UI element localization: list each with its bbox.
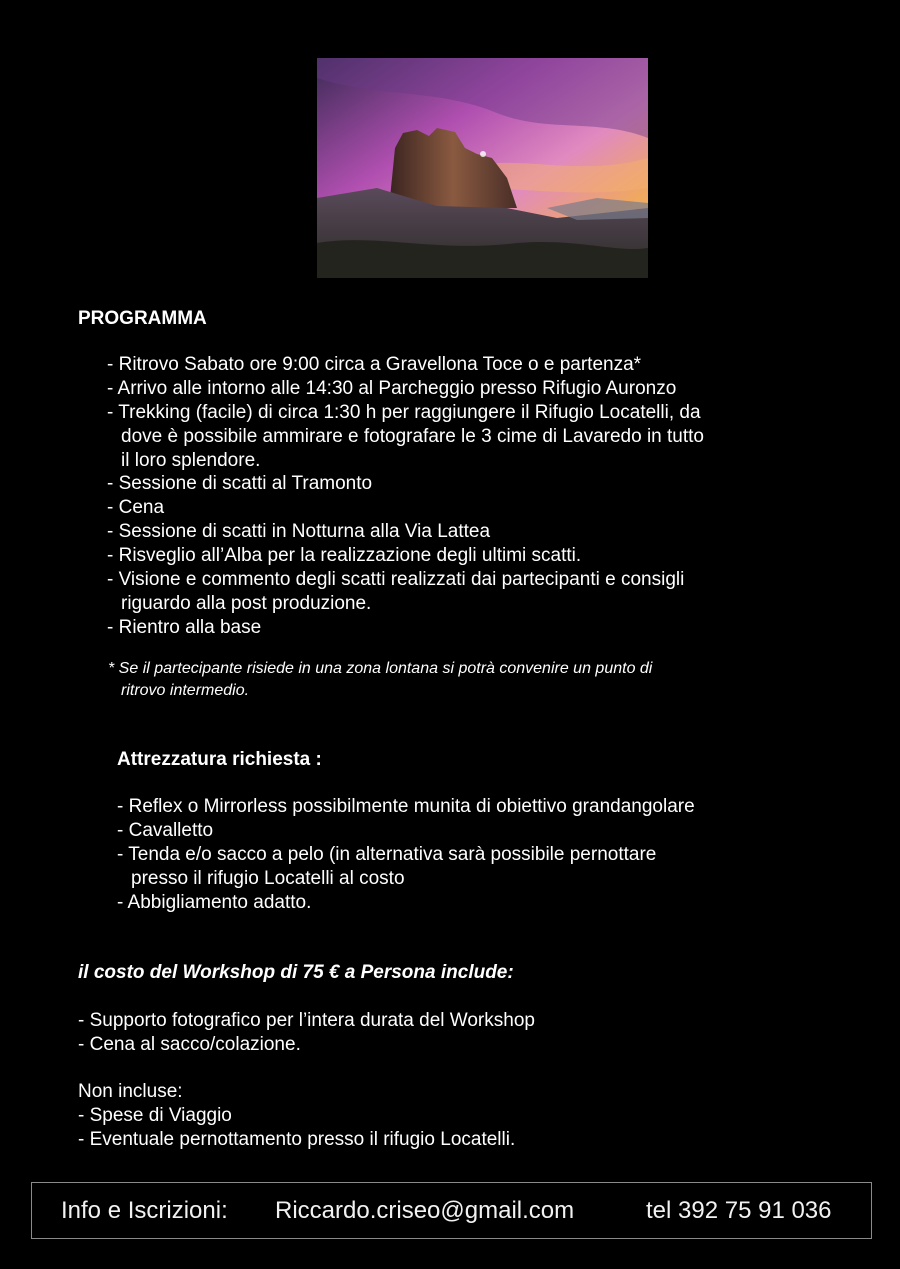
programma-heading: PROGRAMMA <box>78 308 207 329</box>
contact-footer <box>31 1182 872 1239</box>
costo-heading: il costo del Workshop di 75 € a Persona include: <box>78 962 514 983</box>
programma-line: riguardo alla post produzione. <box>121 593 372 614</box>
tre-cime-photo <box>317 58 648 278</box>
programma-line: il loro splendore. <box>121 450 261 471</box>
attrezzatura-heading: Attrezzatura richiesta : <box>117 749 322 770</box>
info-label: Info e Iscrizioni: <box>61 1197 228 1224</box>
attrezzatura-line: presso il rifugio Locatelli al costo <box>131 868 405 889</box>
costo-include-line: - Cena al sacco/colazione. <box>78 1034 301 1055</box>
costo-include-line: - Supporto fotografico per l’intera durata del Workshop <box>78 1010 535 1031</box>
programma-line: - Visione e commento degli scatti realizzati dai partecipanti e consigli <box>107 569 685 590</box>
programma-line: dove è possibile ammirare e fotografare le 3 cime di Lavaredo in tutto <box>121 426 704 447</box>
programma-line: - Cena <box>107 497 165 518</box>
non-incluse-line: - Spese di Viaggio <box>78 1105 232 1126</box>
programma-note: * Se il partecipante risiede in una zona lontana si potrà convenire un punto di <box>108 660 653 677</box>
programma-note: ritrovo intermedio. <box>121 682 250 699</box>
attrezzatura-line: - Reflex o Mirrorless possibilmente munita di obiettivo grandangolare <box>117 796 695 817</box>
programma-line: - Rientro alla base <box>107 617 262 638</box>
attrezzatura-line: - Tenda e/o sacco a pelo (in alternativa sarà possibile pernottare <box>117 844 657 865</box>
programma-line: - Ritrovo Sabato ore 9:00 circa a Gravellona Toce o e partenza* <box>107 354 642 375</box>
contact-phone[interactable]: tel 392 75 91 036 <box>646 1197 832 1224</box>
programma-line: - Arrivo alle intorno alle 14:30 al Parcheggio presso Rifugio Auronzo <box>107 378 677 399</box>
programma-line: - Risveglio all’Alba per la realizzazione degli ultimi scatti. <box>107 545 582 566</box>
non-incluse-line: - Eventuale pernottamento presso il rifugio Locatelli. <box>78 1129 516 1150</box>
programma-line: - Sessione di scatti in Notturna alla Via Lattea <box>107 521 491 542</box>
programma-line: - Trekking (facile) di circa 1:30 h per raggiungere il Rifugio Locatelli, da <box>107 402 701 423</box>
attrezzatura-line: - Abbigliamento adatto. <box>117 892 312 913</box>
attrezzatura-line: - Cavalletto <box>117 820 214 841</box>
non-incluse-heading: Non incluse: <box>78 1081 183 1102</box>
contact-email[interactable]: Riccardo.criseo@gmail.com <box>275 1197 575 1224</box>
programma-line: - Sessione di scatti al Tramonto <box>107 473 373 494</box>
